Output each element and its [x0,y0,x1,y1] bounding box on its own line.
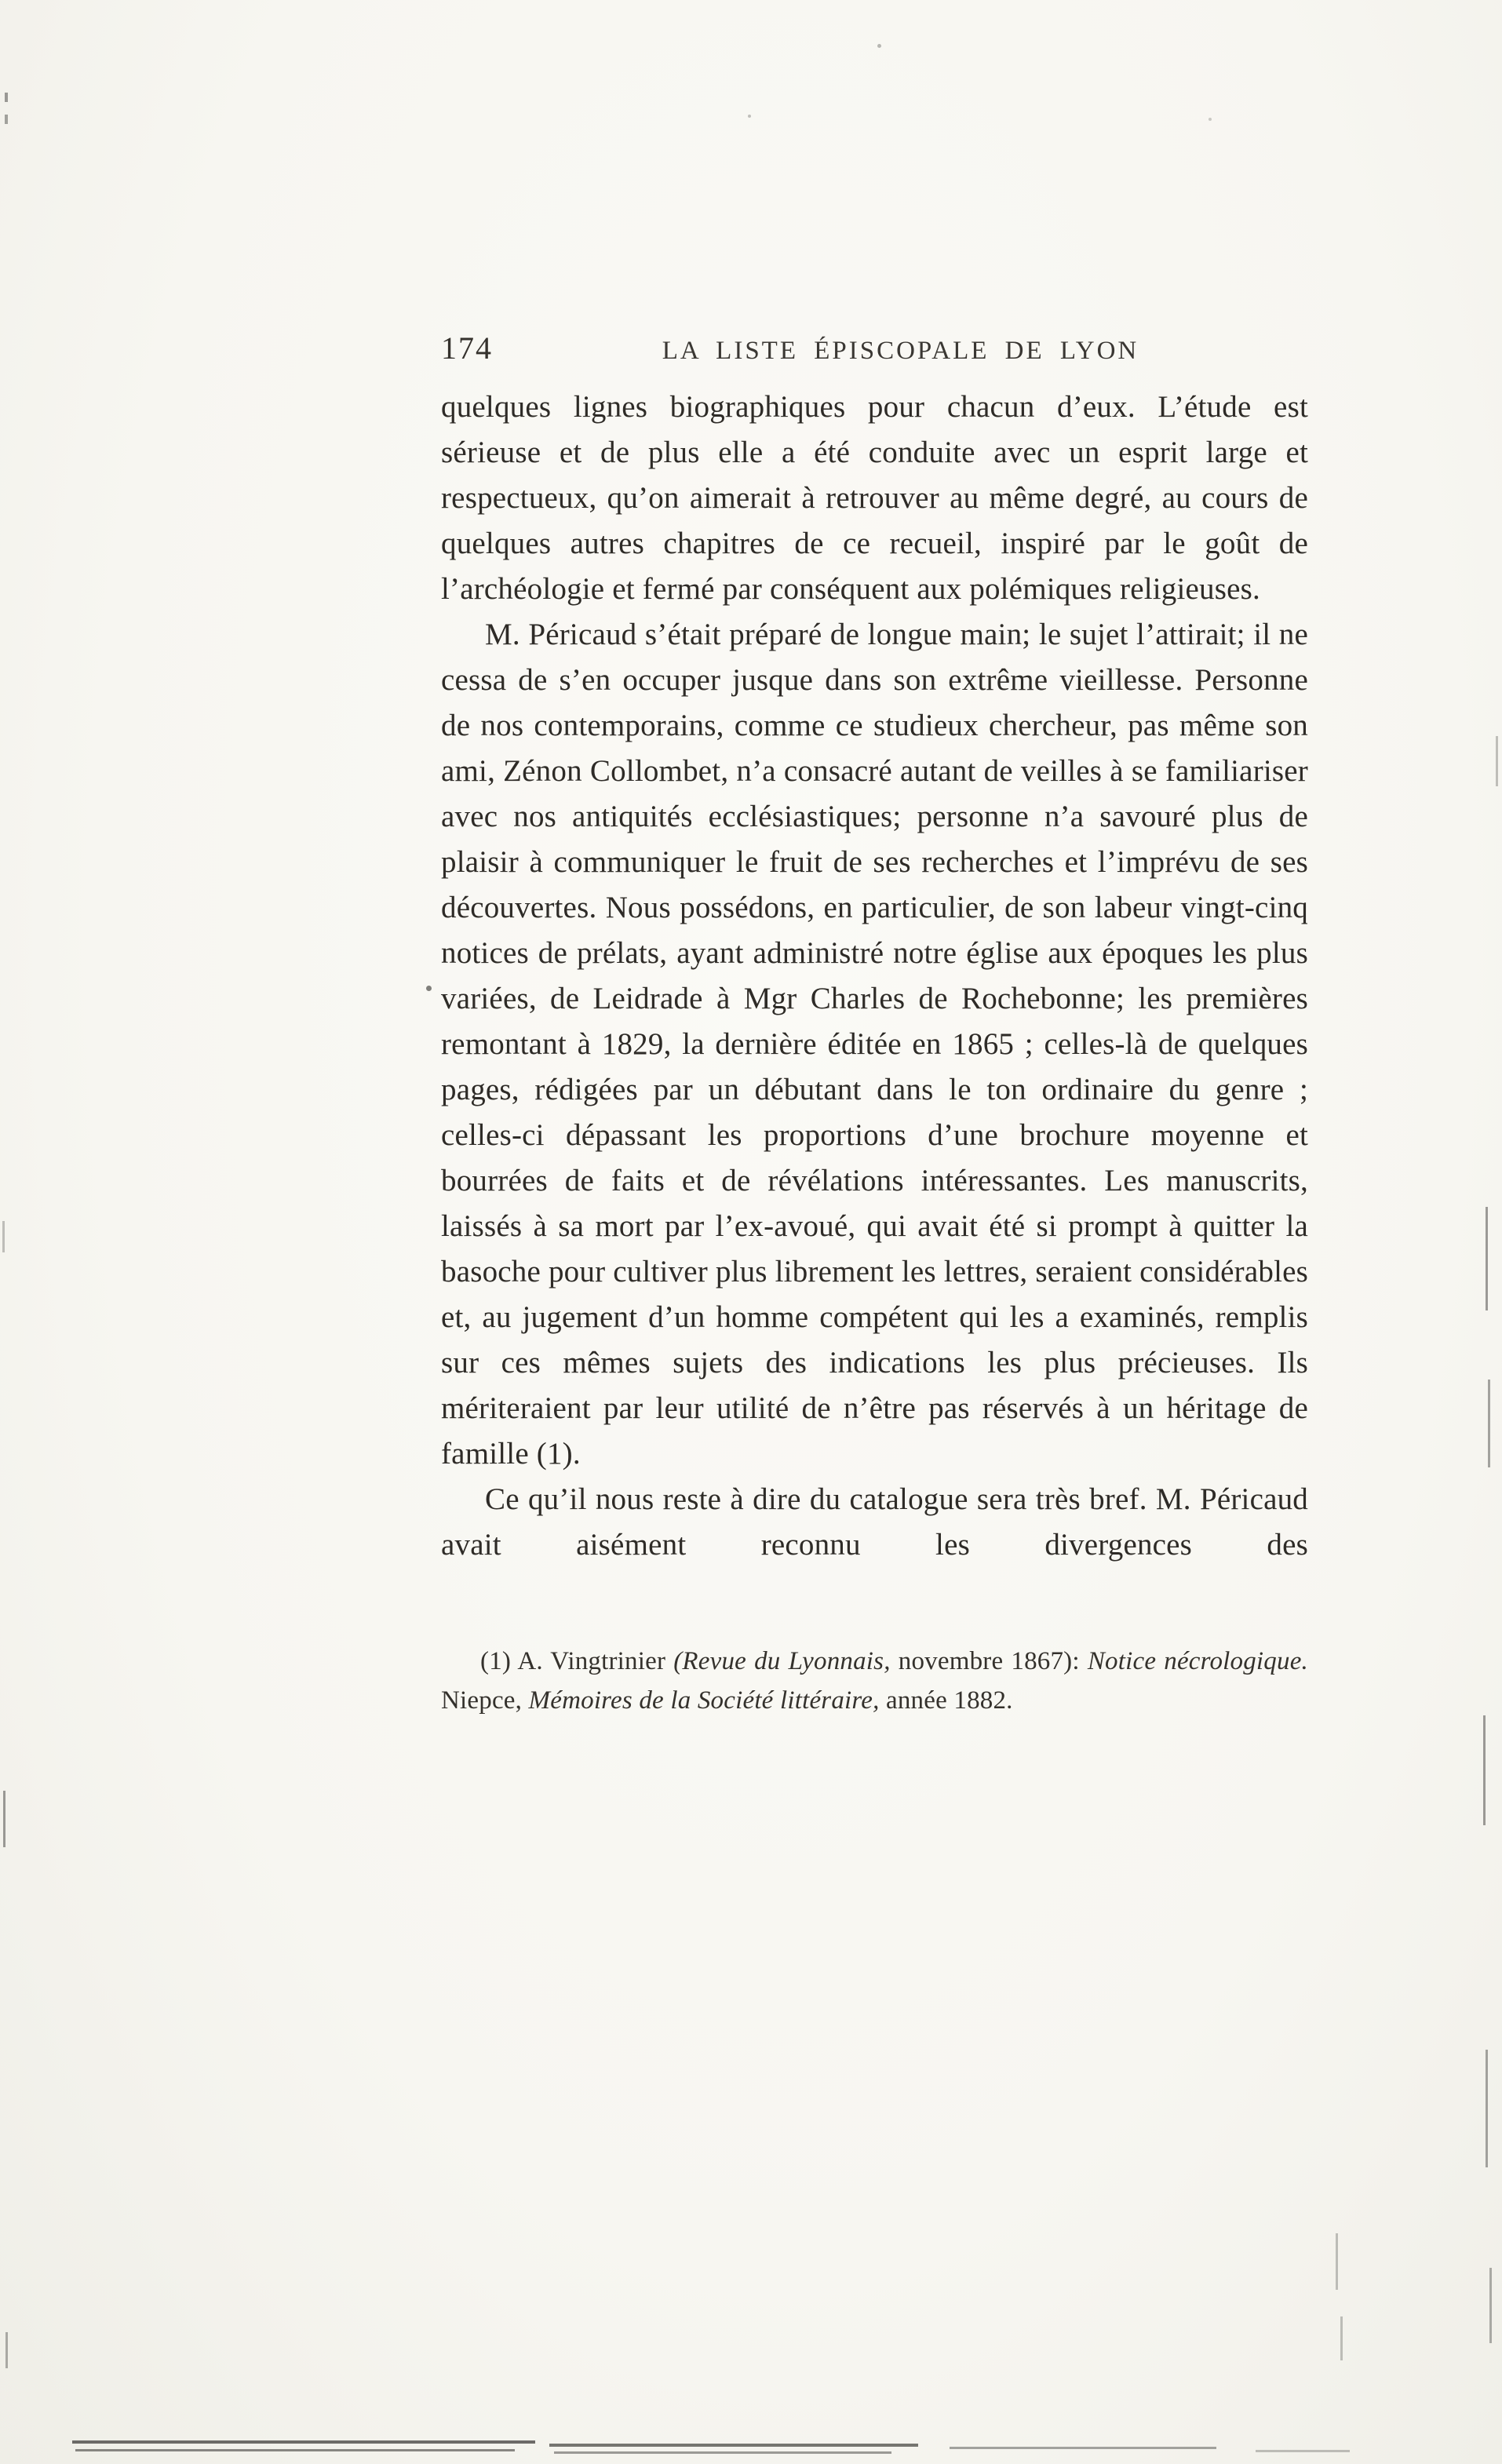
footnote-italic-title: (Revue du Lyonnais, [673,1647,891,1675]
scan-artifact [1483,1715,1486,1825]
scan-artifact [1256,2450,1350,2452]
scan-artifact [2,1221,5,1252]
scan-artifact [1496,736,1498,786]
scan-artifact [3,1791,5,1847]
page-header [441,330,1308,366]
scan-artifact [5,115,8,124]
scan-artifact [5,93,8,102]
footnote-text: Niepce, [441,1686,529,1715]
scan-artifact [426,986,432,991]
scan-artifact [1486,1207,1488,1310]
running-title: LA LISTE ÉPISCOPALE DE LYON [662,337,1139,365]
scan-artifact [1209,118,1212,121]
scan-artifact [748,115,751,118]
body-paragraph-3: Ce qu’il nous reste à dire du catalogue sera très bref. M. Péricaud avait aisément reconnu les divergences des [441,1482,1308,1562]
scan-artifact [1486,2050,1488,2167]
body-paragraph-2: M. Péricaud s’était préparé de longue main; le sujet l’attirait; il ne cessa de s’en occuper jusque dans son extrême vieillesse. Personne de nos contemporains, comme ce studieux chercheur, pas même son ami, Zénon Collombet, n’a consacré autant de veilles à se familiariser avec nos antiquités ecclésiastiques; personne n’a savouré plus de plaisir à communiquer le fruit de ses recherches et l’imprévu de ses découvertes. Nous possédons, en particulier, de son labeur vingt-cinq notices de prélats, ayant administré notre église aux époques les plus variées, de Leidrade à Mgr Charles de Rochebonne; les premières remontant à 1829, la dernière éditée en 1865 ; celles-là de quelques pages, rédigées par un débutant dans le ton ordinaire du genre ; celles-ci dépassant les proportions d’une brochure moyenne et bourrées de faits et de révélations intéressantes. Les manuscrits, laissés à sa mort par l’ex-avoué, qui avait été si prompt à quitter la basoche pour cultiver plus librement les lettres, seraient considérables et, au jugement d’un homme compétent qui les a examinés, remplis sur ces mêmes sujets des indications les plus précieuses. Ils mériteraient par leur utilité de n’être pas réservés à un héritage de famille (1). [441,618,1308,1471]
scan-artifact [5,2332,8,2368]
scan-artifact [877,44,881,48]
page-number: 174 [441,330,493,366]
scan-artifact [1336,2233,1338,2290]
scan-artifact [75,2449,515,2451]
footnote-text: année 1882. [879,1686,1013,1715]
footnote-italic-title: Notice nécrologique. [1087,1647,1308,1675]
body-paragraph-1: quelques lignes biographiques pour chacun d’eux. L’étude est sérieuse et de plus elle a été conduite avec un esprit large et respectueux, qu’on aimerait à retrouver au même degré, au cours de quelques autres chapitres de ce recueil, inspiré par le goût de l’archéologie et fermé par conséquent aux polémiques religieuses. [441,390,1308,606]
scan-artifact [1340,2316,1343,2360]
text-block [441,385,1308,1720]
footnote [441,1642,1308,1720]
footnote-text: novembre 1867): [890,1647,1088,1675]
scan-artifact [549,2444,918,2447]
scan-artifact [950,2447,1216,2449]
scan-artifact [1488,1380,1490,1467]
scan-artifact [554,2451,891,2454]
scan-artifact [1489,2268,1492,2343]
footnote-italic-title: Mémoires de la Société littéraire, [528,1686,880,1715]
footnote-text: (1) A. Vingtrinier [480,1647,674,1675]
scan-artifact [72,2440,535,2444]
